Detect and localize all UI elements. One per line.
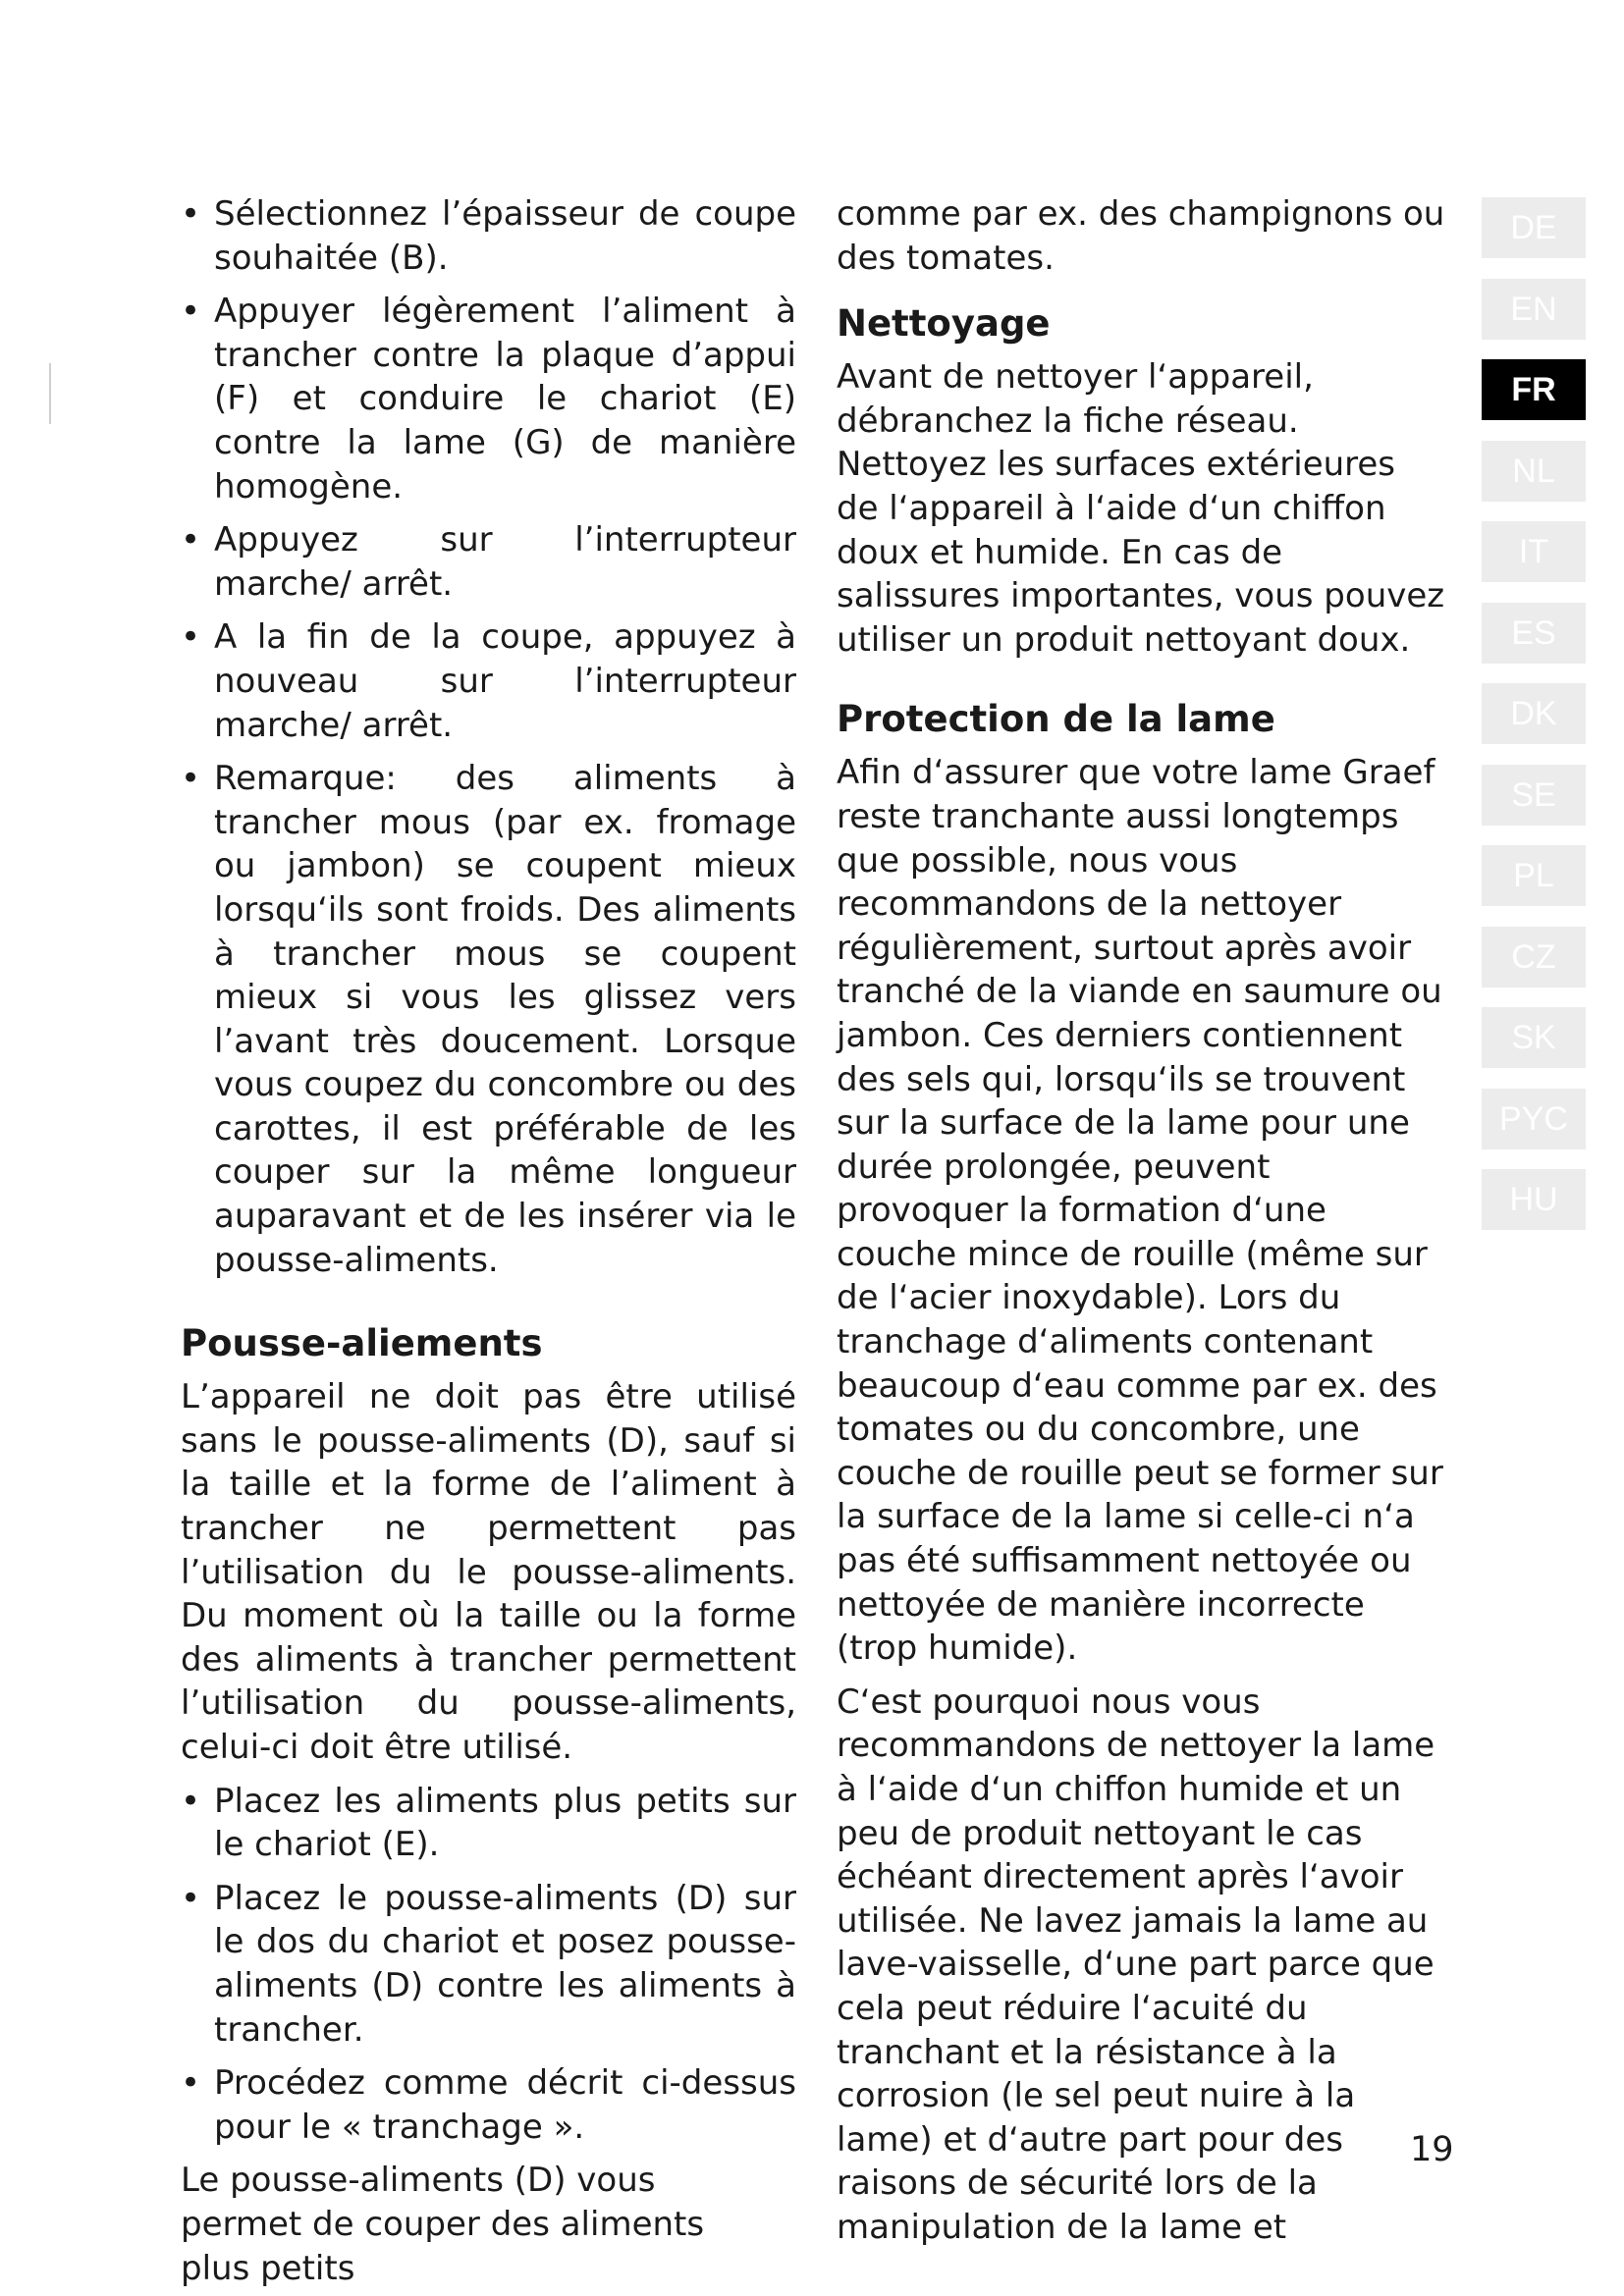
bullet-dot: • [181,1781,201,1821]
language-tab-fr[interactable]: FR [1482,359,1586,420]
bullet-proceed: • Procédez comme décrit ci-dessus pour le « tranchage ». [181,2063,796,2147]
language-tab-hu[interactable]: HU [1482,1169,1586,1230]
closing-paragraph: Le pousse-aliments (D) vous permet de couper des aliments plus petits [181,2161,705,2288]
heading-pusher: Pousse-aliements [181,1322,543,1365]
bullet-dot: • [181,292,201,332]
bullet-select-thickness: • Sélectionnez l’épaisseur de coupe souhaitée (B). [181,194,796,278]
bullet-place-pusher: • Placez le pousse-aliments (D) sur le dos du chariot et posez pousse-aliments (D) contre les aliments à trancher. [181,1878,796,2050]
language-tab-nl[interactable]: NL [1482,441,1586,502]
language-tab-de[interactable]: DE [1482,197,1586,258]
language-tabs [1482,197,1586,1251]
bullet-dot: • [181,1878,201,1918]
language-tab-cz[interactable]: CZ [1482,927,1586,988]
language-tab-en[interactable]: EN [1482,279,1586,340]
bullet-place-food: • Placez les aliments plus petits sur le chariot (E). [181,1781,796,1865]
heading-cleaning: Nettoyage [837,302,1051,346]
pusher-paragraph: L’appareil ne doit pas être utilisé sans le pousse-aliments (D), sauf si la taille et la forme de l’aliment à trancher ne permettent pas l’utilisation du le pousse-aliments. Du moment où la taille ou la forme des aliments à trancher permettent l’utilisation du pousse-aliments, celui-ci doit être utilisé. [181,1377,796,1767]
language-tab-es[interactable]: ES [1482,603,1586,664]
language-tab-it[interactable]: IT [1482,521,1586,582]
left-column [181,192,796,2290]
language-tab-sk[interactable]: SK [1482,1007,1586,1068]
margin-rule [49,363,51,424]
bullet-remark [181,757,796,1282]
bullet-switch-on: • Appuyez sur l’interrupteur marche/ arrêt. [181,520,796,604]
bullet-push-food: • Appuyer légèrement l’aliment à trancher contre la plaque d’appui (F) et conduire le chariot (E) contre la lame (G) de manière homogène. [181,292,796,507]
language-tab-pyc[interactable]: PYC [1482,1089,1586,1149]
language-tab-pl[interactable]: PL [1482,845,1586,906]
language-tab-se[interactable]: SE [1482,765,1586,826]
bullet-dot: • [181,759,201,799]
continuation-text: comme par ex. des champignons ou des tomates. [837,194,1445,278]
page-number: 19 [1410,2130,1454,2169]
remark-label: Remarque [214,759,386,799]
blade-paragraph-2: C‘est pourquoi nous vous recommandons de nettoyer la lame à l‘aide d‘un chiffon humide et un peu de produit nettoyant le cas échéant directement après l‘avoir utilisée. Ne lavez jamais la lame au lave-vaisselle, d‘une part parce que cela peut réduire l‘acuité du tranchant et la résistance à la corrosion (le sel peut nuire à la lame) et d‘autre part pour des raisons de sécurité lors de la manipulation de la lame et [837,1682,1435,2247]
heading-blade-protection: Protection de la lame [837,698,1275,741]
blade-paragraph-1: Afin d‘assurer que votre lame Graef reste tranchante aussi longtemps que possible, nous vous recommandons de la nettoyer régulièrement, surtout après avoir tranché de la viande en saumure ou jambon. Ces derniers contiennent des sels qui, lorsqu‘ils se trouvent sur la surface de la lame pour une durée prolongée, peuvent provoquer la formation d‘une couche mince de rouille (même sur de l‘acier inoxydable). Lors du tranchage d‘aliments contenant beaucoup d‘eau comme par ex. des tomates ou du concombre, une couche de rouille peut se former sur la surface de la lame si celle-ci n‘a pas été suffisamment nettoyée ou nettoyée de manière incorrecte (trop humide). [837,753,1443,1669]
bullet-switch-off: • A la fin de la coupe, appuyez à nouveau sur l’interrupteur marche/ arrêt. [181,617,796,745]
cleaning-paragraph: Avant de nettoyer l‘appareil, débranchez la fiche réseau. Nettoyez les surfaces extérieures de l‘appareil à l‘aide d‘un chiffon doux et humide. En cas de salissures importantes, vous pouvez utiliser un produit nettoyant doux. [837,357,1445,660]
remark-text: : des aliments à trancher mous (par ex. fromage ou jambon) se coupent mieux lorsqu‘ils sont froids. Des aliments à trancher mous se coupent mieux si vous les glissez vers l’avant très doucement. Lorsque vous coupez du concombre ou des carottes, il est préférable de les couper sur la même longueur auparavant et de les insérer via le pousse-aliments. [214,759,796,1280]
bullet-dot: • [181,520,201,561]
bullet-dot: • [181,194,201,234]
right-column [837,192,1447,2250]
bullet-dot: • [181,617,201,658]
language-tab-dk[interactable]: DK [1482,683,1586,744]
bullet-dot: • [181,2063,201,2104]
